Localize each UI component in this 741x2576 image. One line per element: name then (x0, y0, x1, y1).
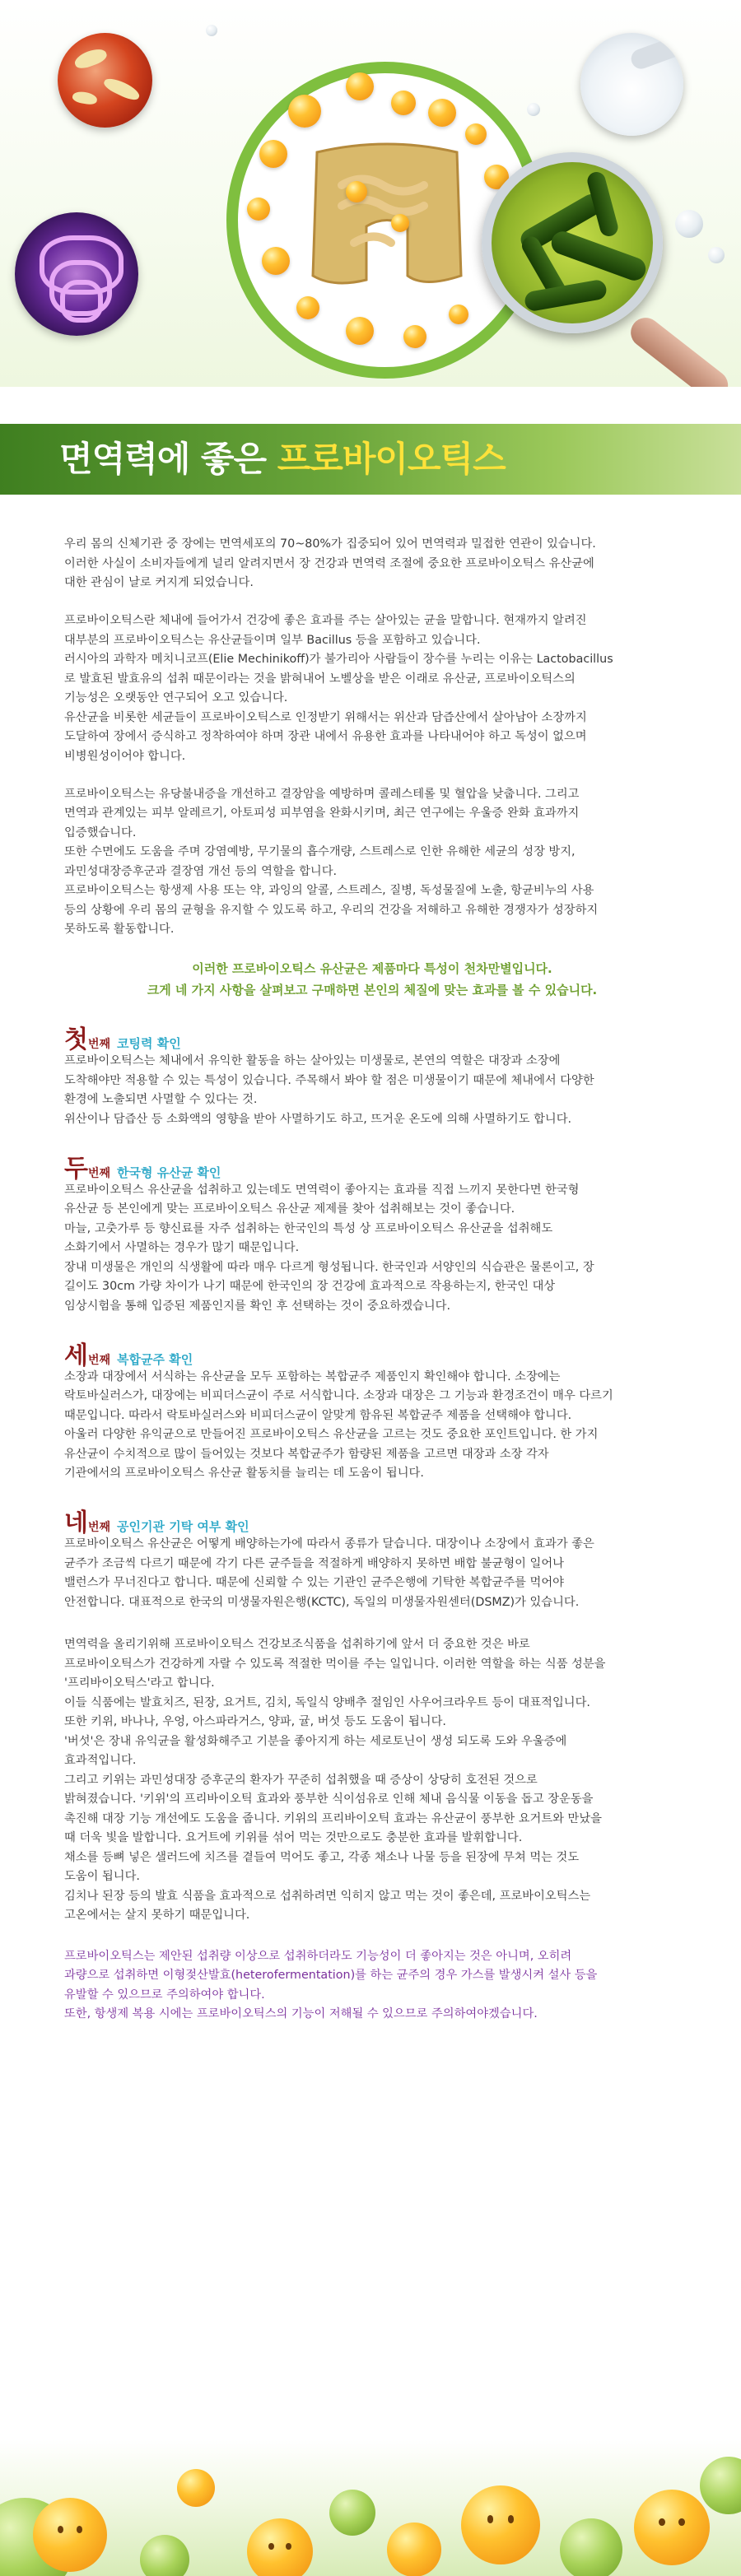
text-line: 프로바이오틱스가 건강하게 자랄 수 있도록 적절한 먹이를 주는 일입니다. 이러한 역할을 하는 식품 성분을 (64, 1657, 606, 1671)
text-line: 락토바실러스가, 대장에는 비피더스균이 주로 서식합니다. 소장과 대장은 그 기능과 환경조건이 매우 다르기 (64, 1389, 613, 1402)
section-ordinal: 세 (64, 1341, 88, 1370)
text-line: 못하도록 활동합니다. (64, 923, 175, 936)
section-heading (64, 1019, 680, 1054)
section-body (64, 1052, 680, 1129)
text-line: 촉진해 대장 기능 개선에도 도움을 줍니다. 키위의 프리바이오틱 효과는 유산균이 풍부한 요거트와 만났을 (64, 1811, 602, 1825)
text-line: '버섯'은 장내 유익균을 활성화해주고 기분을 좋아지게 하는 세로토닌이 생성 되도록 도와 우울증에 (64, 1734, 567, 1748)
section-title: 한국형 유산균 확인 (117, 1165, 221, 1180)
yogurt-image (580, 33, 683, 136)
text-line: 위산이나 담즙산 등 소화액의 영향을 받아 사멸하기도 하고, 뜨거운 온도에 의해 사멸하기도 합니다. (64, 1112, 572, 1126)
text-line: 대부분의 프로바이오틱스는 유산균들이며 일부 Bacillus 등을 포함하고 있습니다. (64, 633, 481, 647)
text-line: 밝혀졌습니다. '키위'의 프리바이오틱 효과와 풍부한 식이섬유로 인해 체내 음식물 이동을 돕고 장운동을 (64, 1793, 594, 1806)
text-line: 이들 식품에는 발효치즈, 된장, 요거트, 김치, 독일식 양배추 절임인 사우어크라우트 등이 대표적입니다. (64, 1695, 590, 1709)
section-ordinal: 네 (64, 1509, 88, 1537)
kimchi-image (58, 33, 152, 128)
section-body (64, 1368, 680, 1484)
text-line: 과량으로 섭취하면 이형젖산발효(heterofermentation)를 하는 균주의 경우 가스를 발생시켜 설사 등을 (64, 1969, 598, 1982)
text-line: 면역과 관계있는 피부 알레르기, 아토피성 피부염을 완화시키며, 최근 연구에는 우울증 완화 효과까지 (64, 807, 580, 820)
hero-illustration (0, 0, 741, 387)
text-line: 도움이 됩니다. (64, 1870, 140, 1883)
text-line: 러시아의 과학자 메치니코프(Elie Mechinikoff)가 불가리아 사람들이 장수를 누리는 이유는 Lactobacillus (64, 653, 613, 666)
footer-decoration (0, 2440, 741, 2576)
text-line: 소화기에서 사멸하는 경우가 많기 때문입니다. (64, 1241, 300, 1254)
section-ordinal-suffix: 번째 (87, 1038, 111, 1051)
text-line: 아울러 다양한 유익균으로 만들어진 프로바이오틱스 유산균을 고르는 것도 중요한 포인트입니다. 한 가지 (64, 1428, 599, 1441)
text-line: 그리고 키위는 과민성대장 증후군의 환자가 꾸준히 섭취했을 때 증상이 상당히 호전된 것으로 (64, 1773, 538, 1787)
text-line: 또한, 항생제 복용 시에는 프로바이오틱스의 기능이 저해될 수 있으므로 주의하여야겠습니다. (64, 2007, 538, 2020)
magnifier-bacteria (482, 152, 663, 333)
text-line: 길이도 30cm 가량 차이가 나기 때문에 한국인의 장 건강에 효과적으로 작용하는지, 한국인 대상 (64, 1280, 556, 1293)
text-line: 기능성은 오랫동안 연구되어 오고 있습니다. (64, 691, 288, 704)
section-body (64, 1181, 680, 1317)
text-line: 로 발효된 발효유의 섭취 때문이라는 것을 밝혀내어 노벨상을 받은 이래로 유산균, 프로바이오틱스의 (64, 672, 576, 686)
section-body (64, 1535, 680, 1612)
section-ordinal-suffix: 번째 (87, 1521, 111, 1534)
section-title: 공인기관 기탁 여부 확인 (117, 1519, 249, 1534)
article-body (64, 535, 680, 2043)
text-line: 장내 미생물은 개인의 식생활에 따라 매우 다르게 형성됩니다. 한국인과 서양인의 식습관은 물론이고, 장 (64, 1260, 594, 1274)
paragraph (64, 535, 680, 593)
text-line: 이러한 사실이 소비자들에게 널리 알려지면서 장 건강과 면역력 조절에 중요한 프로바이오틱스 유산균에 (64, 556, 594, 570)
text-line: 또한 키위, 바나나, 우엉, 아스파라거스, 양파, 귤, 버섯 등도 도움이 됩니다. (64, 1715, 446, 1728)
magnifier-handle (625, 312, 734, 387)
text-line: 면역력을 올리기위해 프로바이오틱스 건강보조식품을 섭취하기에 앞서 더 중요한 것은 바로 (64, 1638, 530, 1651)
text-line: 고온에서는 살지 못하기 때문입니다. (64, 1909, 250, 1922)
text-line: 프로바이오틱스 유산균을 섭취하고 있는데도 면역력이 좋아지는 효과를 직접 느끼지 못한다면 한국형 (64, 1183, 580, 1197)
text-line: 프로바이오틱스는 체내에서 유익한 활동을 하는 살아있는 미생물로, 본연의 역할은 대장과 소장에 (64, 1054, 561, 1067)
page-title-highlight: 프로바이오틱스 (277, 439, 506, 479)
text-line: 때문입니다. 따라서 락토바실러스와 비피더스균이 알맞게 함유된 복합균주 제품을 선택해야 합니다. (64, 1408, 572, 1422)
text-line: 환경에 노출되면 사멸할 수 있다는 것. (64, 1093, 258, 1106)
text-line: 비병원성이어야 합니다. (64, 749, 186, 763)
highlight-note (64, 958, 680, 1001)
text-line: 프로바이오틱스는 유당불내증을 개선하고 결장암을 예방하며 콜레스테롤 및 혈압을 낮춥니다. 그리고 (64, 787, 580, 801)
section-heading (64, 1148, 680, 1183)
text-line: 프로바이오틱스 유산균은 어떻게 배양하는가에 따라서 종류가 달습니다. 대장이나 소장에서 효과가 좋은 (64, 1537, 594, 1551)
warning-paragraph (64, 1947, 680, 2025)
text-line: 마늘, 고춧가루 등 향신료를 자주 섭취하는 한국인의 특성 상 프로바이오틱스 유산균을 섭취해도 (64, 1221, 553, 1235)
text-line: '프리바이오틱스'라고 합니다. (64, 1676, 215, 1690)
text-line: 입증했습니다. (64, 825, 137, 839)
text-line: 때 더욱 빛을 발합니다. 요거트에 키위를 섞어 먹는 것만으로도 충분한 효과를 발휘합니다. (64, 1831, 523, 1844)
intestine-image (15, 212, 138, 336)
text-line: 유산균이 수치적으로 많이 들어있는 것보다 복합균주가 함량된 제품을 고르면 대장과 소장 각자 (64, 1447, 549, 1461)
section-heading (64, 1335, 680, 1370)
note-line: 이러한 프로바이오틱스 유산균은 제품마다 특성이 천차만별입니다. (192, 961, 552, 976)
text-line: 균주가 조금씩 다르기 때문에 각기 다른 균주들을 적절하게 배양하지 못하면 배합 불균형이 일어나 (64, 1556, 564, 1570)
paragraph (64, 611, 680, 766)
text-line: 프로바이오틱스는 항생제 사용 또는 약, 과잉의 알콜, 스트레스, 질병, 독성물질에 노출, 항균비누의 사용 (64, 884, 594, 897)
page-title-prefix: 면역력에 좋은 (59, 439, 277, 479)
section-ordinal-suffix: 번째 (87, 1166, 111, 1180)
text-line: 밸런스가 무너진다고 합니다. 때문에 신뢰할 수 있는 기관인 균주은행에 기탁한 복합균주를 먹어야 (64, 1576, 564, 1589)
paragraph (64, 785, 680, 940)
text-line: 프로바이오틱스란 체내에 들어가서 건강에 좋은 효과를 주는 살아있는 균을 말합니다. 현재까지 알려진 (64, 614, 587, 627)
text-line: 김치나 된장 등의 발효 식품을 효과적으로 섭취하려면 익히지 않고 먹는 것이 좋은데, 프로바이오틱스는 (64, 1889, 591, 1903)
text-line: 유산균을 비롯한 세균들이 프로바이오틱스로 인정받기 위해서는 위산과 담즙산에서 살아남아 소장까지 (64, 710, 587, 724)
section-ordinal-suffix: 번째 (87, 1353, 111, 1367)
page-title (59, 424, 506, 495)
text-line: 또한 수면에도 도움을 주며 강염예방, 무기물의 흡수개량, 스트레스로 인한 유해한 세균의 성장 방지, (64, 845, 576, 858)
section-heading (64, 1502, 680, 1537)
text-line: 소장과 대장에서 서식하는 유산균을 모두 포함하는 복합균주 제품인지 확인해야 합니다. 소장에는 (64, 1369, 561, 1383)
section-ordinal: 두 (64, 1154, 88, 1183)
text-line: 도착해야만 적용할 수 있는 특성이 있습니다. 주목해서 봐야 할 점은 미생물이기 때문에 체내에서 다양한 (64, 1073, 594, 1087)
text-line: 채소를 등뼈 넣은 샐러드에 치즈를 곁들여 먹어도 좋고, 각종 채소나 나물 등을 된장에 무쳐 먹는 것도 (64, 1850, 580, 1864)
intestine-illustration (284, 136, 490, 292)
text-line: 우리 몸의 신체기관 중 장에는 면역세포의 70~80%가 집중되어 있어 면역력과 밀접한 연관이 있습니다. (64, 537, 596, 551)
text-line: 기관에서의 프로바이오틱스 유산균 활동치를 늘리는 데 도움이 됩니다. (64, 1467, 424, 1480)
text-line: 도달하여 장에서 증식하고 정착하여야 하며 장관 내에서 유용한 효과를 나타내어야 하고 독성이 없으며 (64, 730, 587, 743)
text-line: 유산균 등 본인에게 맞는 프로바이오틱스 유산균 제제를 찾아 섭취해보는 것이 좋습니다. (64, 1202, 515, 1216)
section-title: 복합균주 확인 (117, 1351, 193, 1367)
text-line: 유발할 수 있으므로 주의하여야 합니다. (64, 1988, 265, 2002)
text-line: 임상시험을 통해 입증된 제품인지를 확인 후 선택하는 것이 중요하겠습니다. (64, 1299, 451, 1313)
text-line: 안전합니다. 대표적으로 한국의 미생물자원은행(KCTC), 독일의 미생물자원센터(DSMZ)가 있습니다. (64, 1595, 580, 1609)
section-title: 코팅력 확인 (117, 1036, 181, 1051)
text-line: 등의 상황에 우리 몸의 균형을 유지할 수 있도록 하고, 우리의 건강을 저해하고 유해한 경쟁자가 성장하지 (64, 903, 599, 917)
text-line: 대한 관심이 날로 커지게 되었습니다. (64, 576, 254, 589)
section-ordinal: 첫 (64, 1025, 88, 1054)
text-line: 프로바이오틱스는 제안된 섭취량 이상으로 섭취하더라도 기능성이 더 좋아지는 것은 아니며, 오히려 (64, 1949, 572, 1963)
note-line: 크게 네 가지 사항을 살펴보고 구매하면 본인의 체질에 맞는 효과를 볼 수 있습니다. (147, 983, 598, 997)
paragraph (64, 1635, 680, 1926)
text-line: 과민성대장증후군과 결장염 개선 등의 역할을 합니다. (64, 864, 338, 878)
text-line: 효과적입니다. (64, 1754, 137, 1767)
